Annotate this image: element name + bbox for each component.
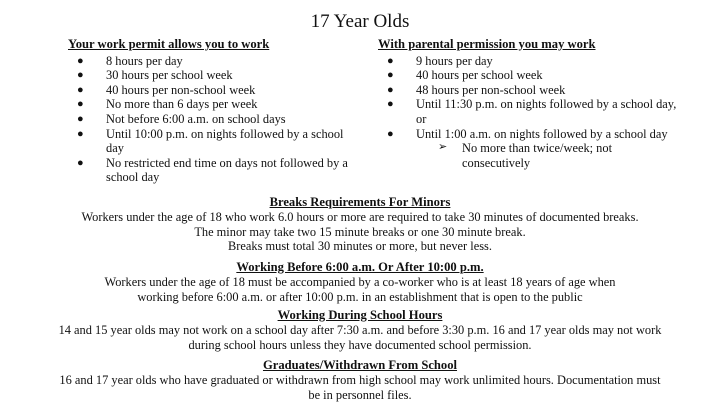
school-hours-heading: Working During School Hours bbox=[277, 308, 443, 322]
arrow-bullet-icon: ➢ bbox=[438, 140, 448, 154]
school-hours-section bbox=[0, 308, 720, 352]
bullet-icon: ● bbox=[77, 69, 84, 82]
breaks-section bbox=[0, 195, 720, 254]
graduates-heading: Graduates/Withdrawn From School bbox=[262, 358, 458, 372]
parental-permission-list bbox=[378, 54, 678, 171]
list-item: ● 9 hours per day bbox=[387, 53, 493, 68]
list-item: ● No restricted end time on days not followed by a school day bbox=[77, 155, 348, 185]
work-permit-list bbox=[68, 54, 358, 185]
bullet-icon: ● bbox=[387, 127, 394, 140]
bullet-icon: ● bbox=[77, 156, 84, 169]
list-item: ● Until 11:30 p.m. on nights followed by a school day, or bbox=[387, 97, 677, 126]
bullet-icon: ● bbox=[387, 54, 394, 67]
list-item: ● 48 hours per non-school week bbox=[387, 82, 566, 97]
list-item: ● Until 1:00 a.m. on nights followed by a school day ➢ No more than twice/week; not consecutively bbox=[378, 127, 678, 171]
list-item: ● Not before 6:00 a.m. on school days bbox=[77, 111, 286, 126]
list-item: ● Until 10:00 p.m. on nights followed by a school day bbox=[77, 126, 344, 156]
before-after-line: Workers under the age of 18 must be accompanied by a co-worker who is at least 18 years of age when bbox=[104, 275, 616, 290]
bullet-icon: ● bbox=[77, 54, 84, 67]
list-item: ● 8 hours per day bbox=[77, 53, 183, 68]
bullet-icon: ● bbox=[77, 112, 84, 125]
list-item: ● 40 hours per non-school week bbox=[77, 82, 256, 97]
parental-permission-column bbox=[378, 37, 678, 170]
before-after-line: working before 6:00 a.m. or after 10:00 p.m. in an establishment that is open to the public bbox=[137, 289, 583, 304]
list-item: ● No more than 6 days per week bbox=[77, 97, 258, 112]
parental-permission-heading: With parental permission you may work bbox=[378, 37, 596, 51]
work-permit-heading: Your work permit allows you to work bbox=[68, 37, 270, 51]
breaks-line: Breaks must total 30 minutes or more, but never less. bbox=[228, 239, 492, 254]
list-item: ● 30 hours per school week bbox=[77, 68, 233, 83]
page-title: 17 Year Olds bbox=[310, 11, 410, 32]
graduates-line: 16 and 17 year olds who have graduated or withdrawn from high school may work unlimited hours. Documentation must bbox=[59, 373, 661, 388]
bullet-icon: ● bbox=[77, 83, 84, 96]
before-after-section bbox=[0, 260, 720, 304]
bullet-icon: ● bbox=[77, 98, 84, 111]
breaks-line: Workers under the age of 18 who work 6.0 hours or more are required to take 30 minutes of documented breaks. bbox=[81, 210, 639, 225]
graduates-line: be in personnel files. bbox=[308, 387, 412, 402]
sub-list-item: ➢ No more than twice/week; not consecutively bbox=[438, 140, 613, 170]
bullet-icon: ● bbox=[387, 69, 394, 82]
work-permit-column bbox=[68, 37, 358, 185]
breaks-heading: Breaks Requirements For Minors bbox=[269, 195, 451, 209]
bullet-icon: ● bbox=[387, 98, 394, 111]
list-item: ● 40 hours per school week bbox=[387, 68, 543, 83]
graduates-section bbox=[0, 358, 720, 402]
school-hours-line: 14 and 15 year olds may not work on a school day after 7:30 a.m. and before 3:30 p.m. 16 and 17 year olds may not work bbox=[58, 323, 662, 338]
before-after-heading: Working Before 6:00 a.m. Or After 10:00 p.m. bbox=[236, 260, 484, 274]
bullet-icon: ● bbox=[387, 83, 394, 96]
school-hours-line: during school hours unless they have documented school permission. bbox=[188, 337, 532, 352]
bullet-icon: ● bbox=[77, 127, 84, 140]
breaks-line: The minor may take two 15 minute breaks or one 30 minute break. bbox=[194, 224, 526, 239]
